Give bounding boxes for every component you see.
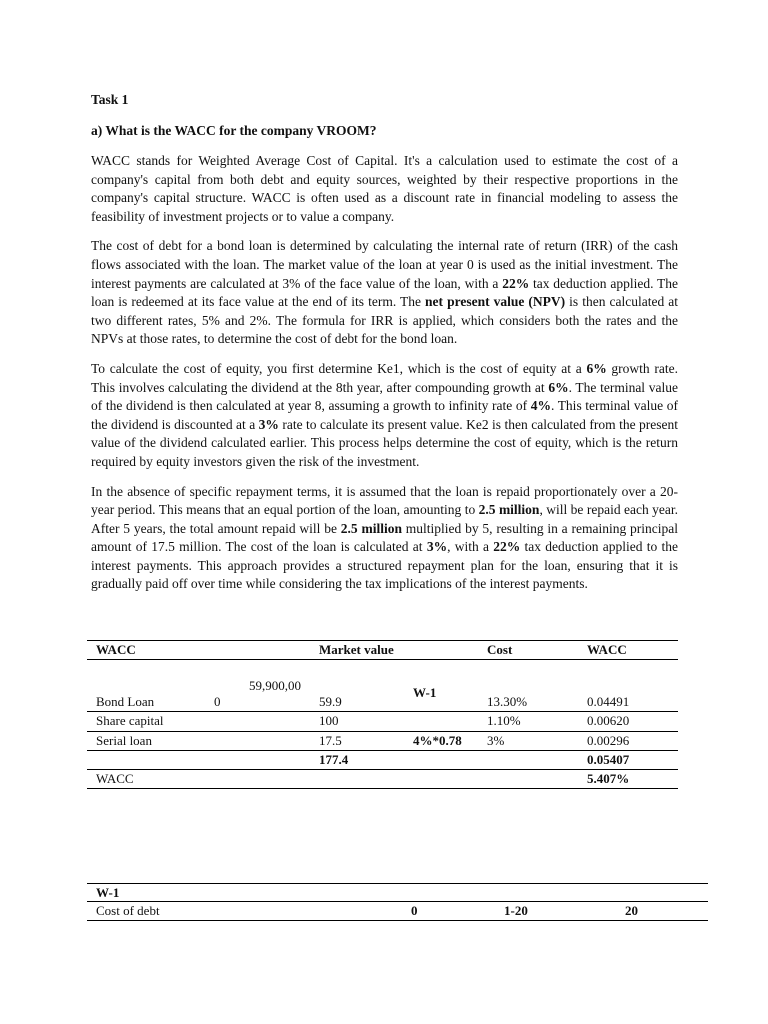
row-share-capital-market: 100 <box>319 713 339 728</box>
row-serial-loan-market: 17.5 <box>319 733 342 748</box>
w1-col-years-1-20: 1-20 <box>504 903 528 918</box>
document-body <box>91 91 678 605</box>
paragraph-wacc-definition: WACC stands for Weighted Average Cost of Capital. It's a calculation used to estimate the cost of a company's capital from both debt and equity sources, weighted by their respective proportions in the company's capital structure. WACC is often used as a discount rate in financial modeling to assess the feasibility of investment projects or to value a company. <box>91 153 678 224</box>
row-share-capital-cost: 1.10% <box>487 713 521 728</box>
row-serial-loan-cost: 3% <box>487 733 505 748</box>
header-wacc-value: WACC <box>587 642 627 657</box>
paragraph-cost-of-debt: The cost of debt for a bond loan is determined by calculating the internal rate of return (IRR) of the cash flows associated with the loan. The market value of the loan at year 0 is used as the initial investment. The interest payments are calculated at 3% of the face value of the loan, with a 22% tax deduction applied. The loan is redeemed at its face value at the end of its term. The net present value (NPV) is then calculated at two different rates, 5% and 2%. The formula for IRR is applied, which considers both the rates and the NPVs at those rates, to determine the cost of debt for the bond loan. <box>91 238 678 347</box>
row-serial-loan-wacc: 0.00296 <box>587 733 630 748</box>
w1-col-year-0: 0 <box>411 903 418 918</box>
final-wacc-label: WACC <box>96 771 134 786</box>
row-share-capital-wacc: 0.00620 <box>587 713 630 728</box>
w1-title: W-1 <box>96 885 120 900</box>
paragraph-cost-of-equity: To calculate the cost of equity, you first determine Ke1, which is the cost of equity at a 6% growth rate. This involves calculating the dividend at the 8th year, after compounding growth at 6%. The terminal value of the dividend is then calculated at year 8, assuming a growth to infinity rate of 4%. This terminal value of the dividend is discounted at a 3% rate to calculate its present value. Ke2 is then calculated from the present value of the dividend calculated earlier. This process helps determine the cost of equity, which is the return required by equity investors given the risk of the investment. <box>91 360 678 469</box>
task-title: Task 1 <box>91 92 129 107</box>
row-bond-loan-cost: 13.30% <box>487 694 528 709</box>
row-bond-loan-wacc: 0.04491 <box>587 694 630 709</box>
row-serial-loan-note: 4%*0.78 <box>413 733 462 748</box>
header-market-value: Market value <box>319 642 394 657</box>
w1-reference: W-1 <box>413 685 437 700</box>
w1-cost-of-debt-label: Cost of debt <box>96 903 160 918</box>
total-market-value: 177.4 <box>319 752 349 767</box>
total-wacc: 0.05407 <box>587 752 630 767</box>
paragraph-serial-loan: In the absence of specific repayment terms, it is assumed that the loan is repaid proportionately over a 20-year period. This means that an equal portion of the loan, amounting to 2.5 million, will be repaid each year. After 5 years, the total amount repaid will be 2.5 million multiplied by 5, resulting in a remaining principal amount of 17.5 million. The cost of the loan is calculated at 3%, with a 22% tax deduction applied to the interest payments. This approach provides a structured repayment plan for the loan, ensuring that it is gradually paid off over time while considering the tax implications of the interest payments. <box>91 483 678 592</box>
w1-table <box>87 883 708 923</box>
question-heading: a) What is the WACC for the company VROOM? <box>91 123 377 138</box>
wacc-table <box>87 640 678 790</box>
row-bond-loan-extra: 0 <box>214 694 221 709</box>
row-share-capital-label: Share capital <box>96 713 164 728</box>
market-value-raw: 59,900,00 <box>249 678 301 693</box>
row-bond-loan-label: Bond Loan <box>96 694 155 709</box>
w1-col-year-20: 20 <box>625 903 638 918</box>
row-bond-loan-market: 59.9 <box>319 694 342 709</box>
row-serial-loan-label: Serial loan <box>96 733 152 748</box>
header-wacc: WACC <box>96 642 136 657</box>
header-cost: Cost <box>487 642 513 657</box>
final-wacc-value: 5.407% <box>587 771 630 786</box>
